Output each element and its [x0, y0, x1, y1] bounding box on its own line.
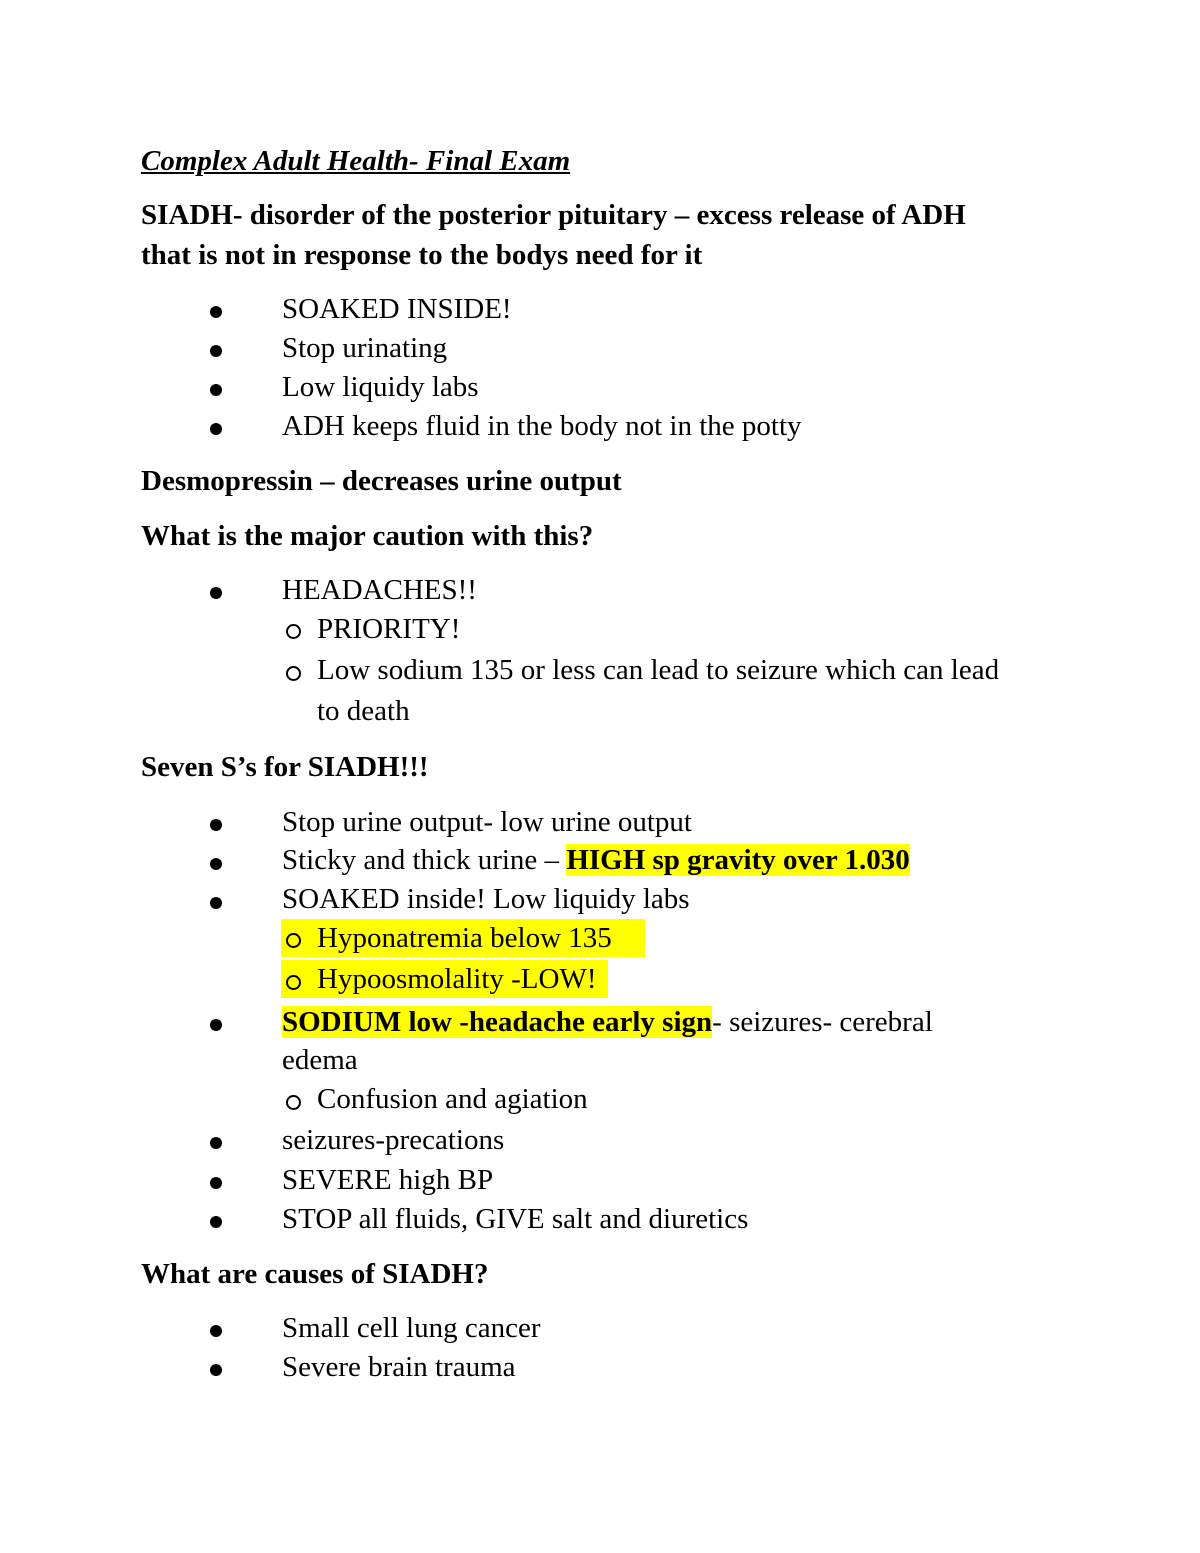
circle-bullet-icon	[286, 1095, 301, 1110]
list-item-text: Sticky and thick urine –	[282, 844, 567, 876]
bullet-icon	[210, 306, 222, 318]
document-title: Complex Adult Health- Final Exam	[141, 145, 571, 177]
caution-question-heading: What is the major caution with this?	[141, 520, 594, 552]
list-item: SOAKED inside! Low liquidy labs	[282, 883, 690, 915]
list-item	[282, 841, 910, 879]
sub-list-item-continued: to death	[317, 695, 410, 727]
sub-list-item: PRIORITY!	[317, 613, 461, 645]
highlighted-text: SODIUM low -headache early sign	[282, 1006, 713, 1038]
circle-bullet-icon	[286, 975, 301, 990]
list-item: ADH keeps fluid in the body not in the potty	[282, 410, 802, 442]
bullet-icon	[210, 1137, 222, 1149]
circle-bullet-icon	[286, 666, 301, 681]
bullet-icon	[210, 1177, 222, 1189]
bullet-icon	[210, 345, 222, 357]
bullet-icon	[210, 1216, 222, 1228]
bullet-icon	[210, 858, 222, 870]
list-item: Low liquidy labs	[282, 371, 479, 403]
sub-list-item: Low sodium 135 or less can lead to seizure which can lead	[317, 654, 1000, 686]
sub-list-item: Confusion and agiation	[317, 1083, 588, 1115]
bullet-icon	[210, 819, 222, 831]
list-item-continued: edema	[282, 1044, 358, 1076]
list-item	[282, 1003, 933, 1041]
desmopressin-heading: Desmopressin – decreases urine output	[141, 465, 622, 497]
list-item: Stop urinating	[282, 332, 448, 364]
list-item: STOP all fluids, GIVE salt and diuretics	[282, 1203, 749, 1235]
list-item: Stop urine output- low urine output	[282, 806, 692, 838]
bullet-icon	[210, 384, 222, 396]
causes-question-heading: What are causes of SIADH?	[141, 1258, 489, 1290]
bullet-icon	[210, 1325, 222, 1337]
circle-bullet-icon	[286, 933, 301, 948]
bullet-icon	[210, 423, 222, 435]
bullet-icon	[210, 897, 222, 909]
bullet-icon	[210, 587, 222, 599]
sub-list-item-tail: !	[586, 963, 597, 995]
list-item: seizures-precations	[282, 1124, 505, 1156]
list-item: SOAKED INSIDE!	[282, 293, 512, 325]
list-item: Small cell lung cancer	[282, 1312, 541, 1344]
sub-list-item: Hyponatremia below 135	[317, 922, 612, 954]
list-item: Severe brain trauma	[282, 1351, 516, 1383]
sub-list-item	[317, 960, 597, 998]
sub-list-item-text: Hypoosmolality -LOW	[317, 963, 587, 995]
bullet-icon	[210, 1364, 222, 1376]
highlighted-text: HIGH sp gravity over 1.030	[566, 844, 910, 876]
list-item-text: - seizures- cerebral	[712, 1006, 933, 1038]
list-item: HEADACHES!!	[282, 574, 477, 606]
circle-bullet-icon	[286, 624, 301, 639]
seven-s-heading: Seven S’s for SIADH!!!	[141, 751, 429, 783]
siadh-definition-line2: that is not in response to the bodys need for it	[141, 239, 703, 271]
bullet-icon	[210, 1019, 222, 1031]
list-item: SEVERE high BP	[282, 1164, 494, 1196]
siadh-definition-line1: SIADH- disorder of the posterior pituitary – excess release of ADH	[141, 199, 966, 231]
